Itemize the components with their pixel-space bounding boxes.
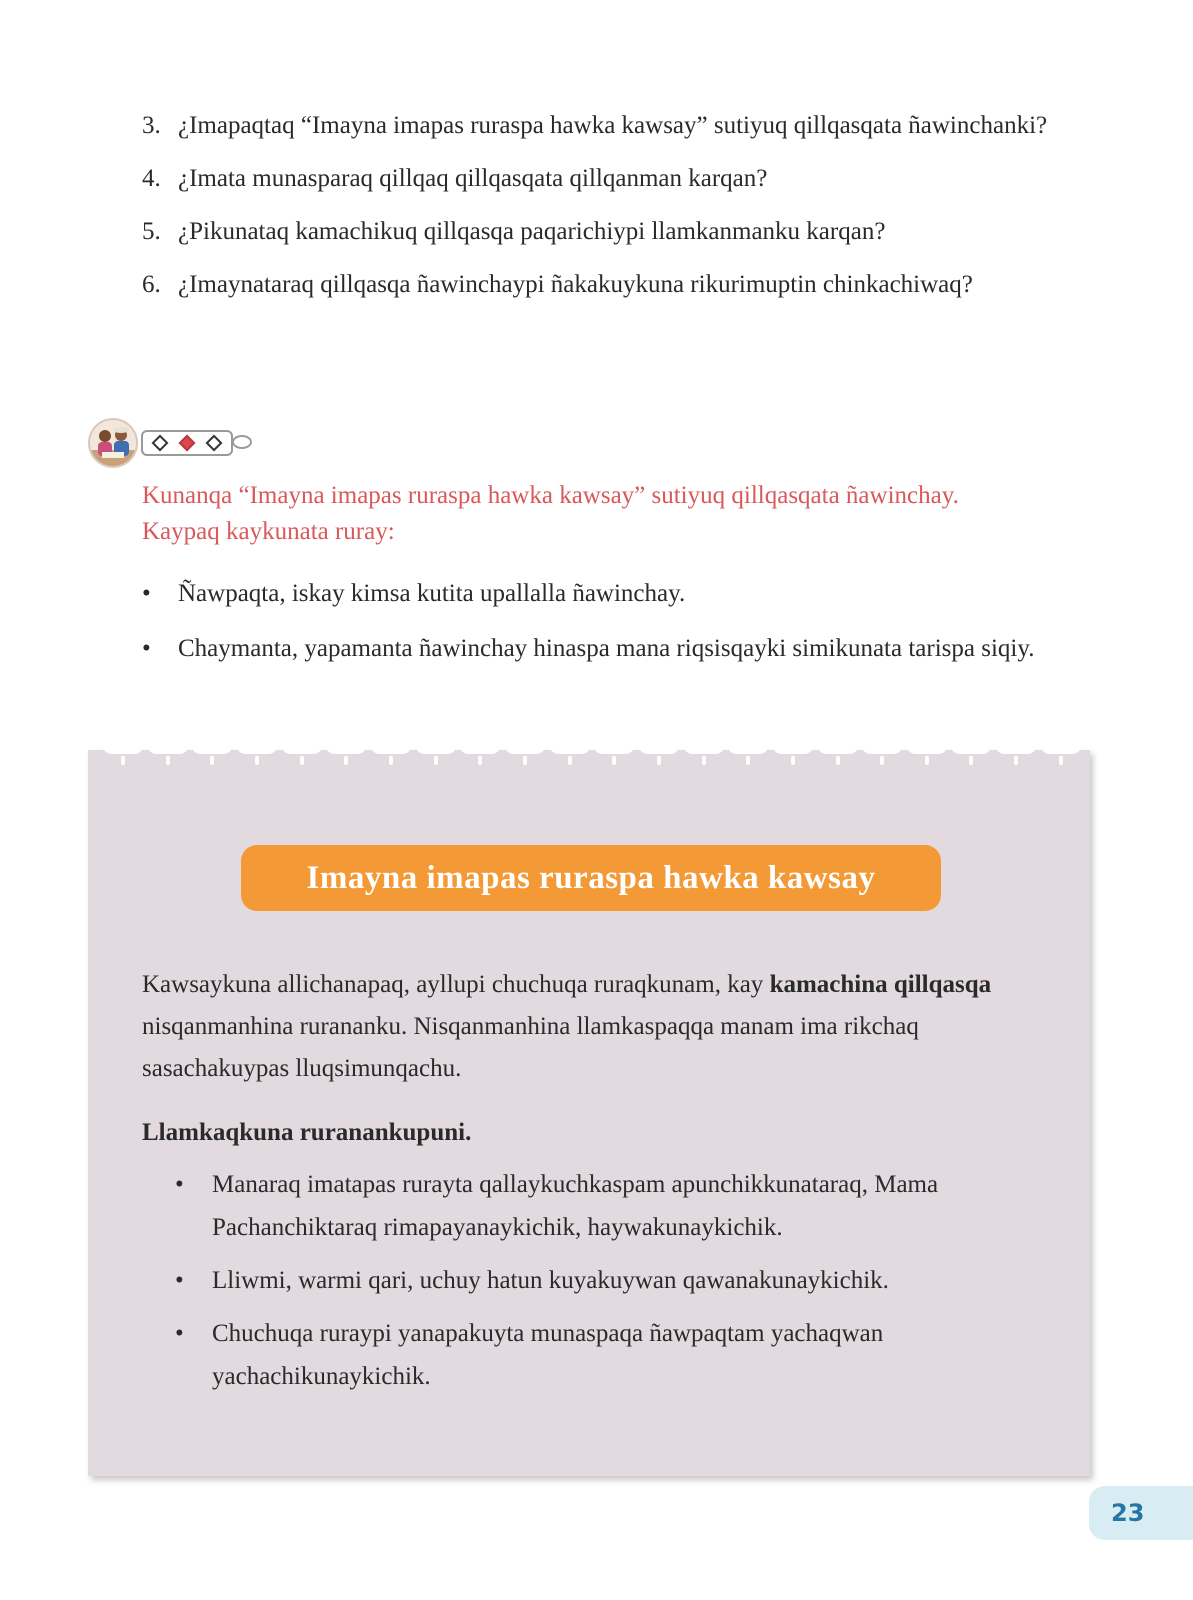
reading-title-banner: Imayna imapas ruraspa hawka kawsay [241, 845, 941, 911]
question-text: ¿Imata munasparaq qillqaq qillqasqata qillqanman karqan? [178, 165, 768, 192]
difficulty-level [141, 430, 233, 456]
question-number: 6. [142, 271, 161, 298]
list-item [142, 627, 1062, 670]
bullet-icon: • [175, 1267, 184, 1294]
reading-subheading: Llamkaqkuna ruranankupuni. [142, 1119, 472, 1146]
bullet-icon: • [142, 580, 151, 607]
list-item [175, 1259, 1055, 1302]
notebook-perforations [102, 742, 1082, 768]
tag-loop-icon [232, 435, 252, 449]
list-item [175, 1312, 1055, 1398]
reading-paragraph [142, 964, 1052, 1090]
list-item-text: Chaymanta, yapamanta ñawinchay hinaspa mana riqsisqayki simikunata tarispa siqiy. [178, 635, 1035, 662]
question-text: ¿Imaynataraq qillqasqa ñawinchaypi ñakakuykuna rikurimuptin chinkachiwaq? [178, 271, 973, 298]
question-item [142, 157, 1082, 200]
bullet-icon: • [175, 1171, 184, 1198]
diamond-outline-icon [152, 435, 169, 452]
list-item [175, 1163, 1055, 1249]
question-item [142, 263, 1082, 306]
page-number: 23 [1089, 1486, 1193, 1540]
question-item [142, 210, 1082, 253]
bullet-icon: • [142, 635, 151, 662]
instruction-bullets [142, 572, 1062, 682]
paragraph-text: Kawsaykuna allichanapaq, ayllupi chuchuqa ruraqkunam, kay [142, 971, 770, 998]
question-number: 3. [142, 112, 161, 139]
list-item-text: Lliwmi, warmi qari, uchuy hatun kuyakuywan qawanakunaykichik. [212, 1267, 889, 1294]
question-text: ¿Pikunataq kamachikuq qillqasqa paqarichiypi llamkanmanku karqan? [178, 218, 886, 245]
activity-marker [88, 418, 268, 468]
reading-list [175, 1163, 1055, 1408]
children-reading-icon [88, 418, 138, 468]
question-number: 4. [142, 165, 161, 192]
activity-instruction: Kunanqa “Imayna imapas ruraspa hawka kawsay” sutiyuq qillqasqata ñawinchay. Kaypaq kaykunata ruray: [142, 482, 959, 545]
paragraph-bold-text: kamachina qillqasqa [769, 971, 992, 998]
question-item [142, 104, 1082, 147]
paragraph-text: nisqanmanhina rurananku. Nisqanmanhina llamkaspaqqa manam ima rikchaq sasachakuypas lluqsimunqachu. [142, 1013, 919, 1082]
diamond-filled-icon [178, 435, 195, 452]
bullet-icon: • [175, 1320, 184, 1347]
list-item-text: Chuchuqa ruraypi yanapakuyta munaspaqa ñawpaqtam yachaqwan yachachikunaykichik. [212, 1320, 884, 1390]
question-number: 5. [142, 218, 161, 245]
question-text: ¿Imapaqtaq “Imayna imapas ruraspa hawka kawsay” sutiyuq qillqasqata ñawinchanki? [178, 112, 1048, 139]
list-item-text: Manaraq imatapas rurayta qallaykuchkaspam apunchikkunataraq, Mama Pachanchiktaraq rimapayanaykichik, haywakunaykichik. [212, 1171, 939, 1241]
diamond-outline-icon [205, 435, 222, 452]
question-list [142, 104, 1082, 316]
list-item [142, 572, 1062, 615]
list-item-text: Ñawpaqta, iskay kimsa kutita upallalla ñawinchay. [178, 580, 686, 607]
